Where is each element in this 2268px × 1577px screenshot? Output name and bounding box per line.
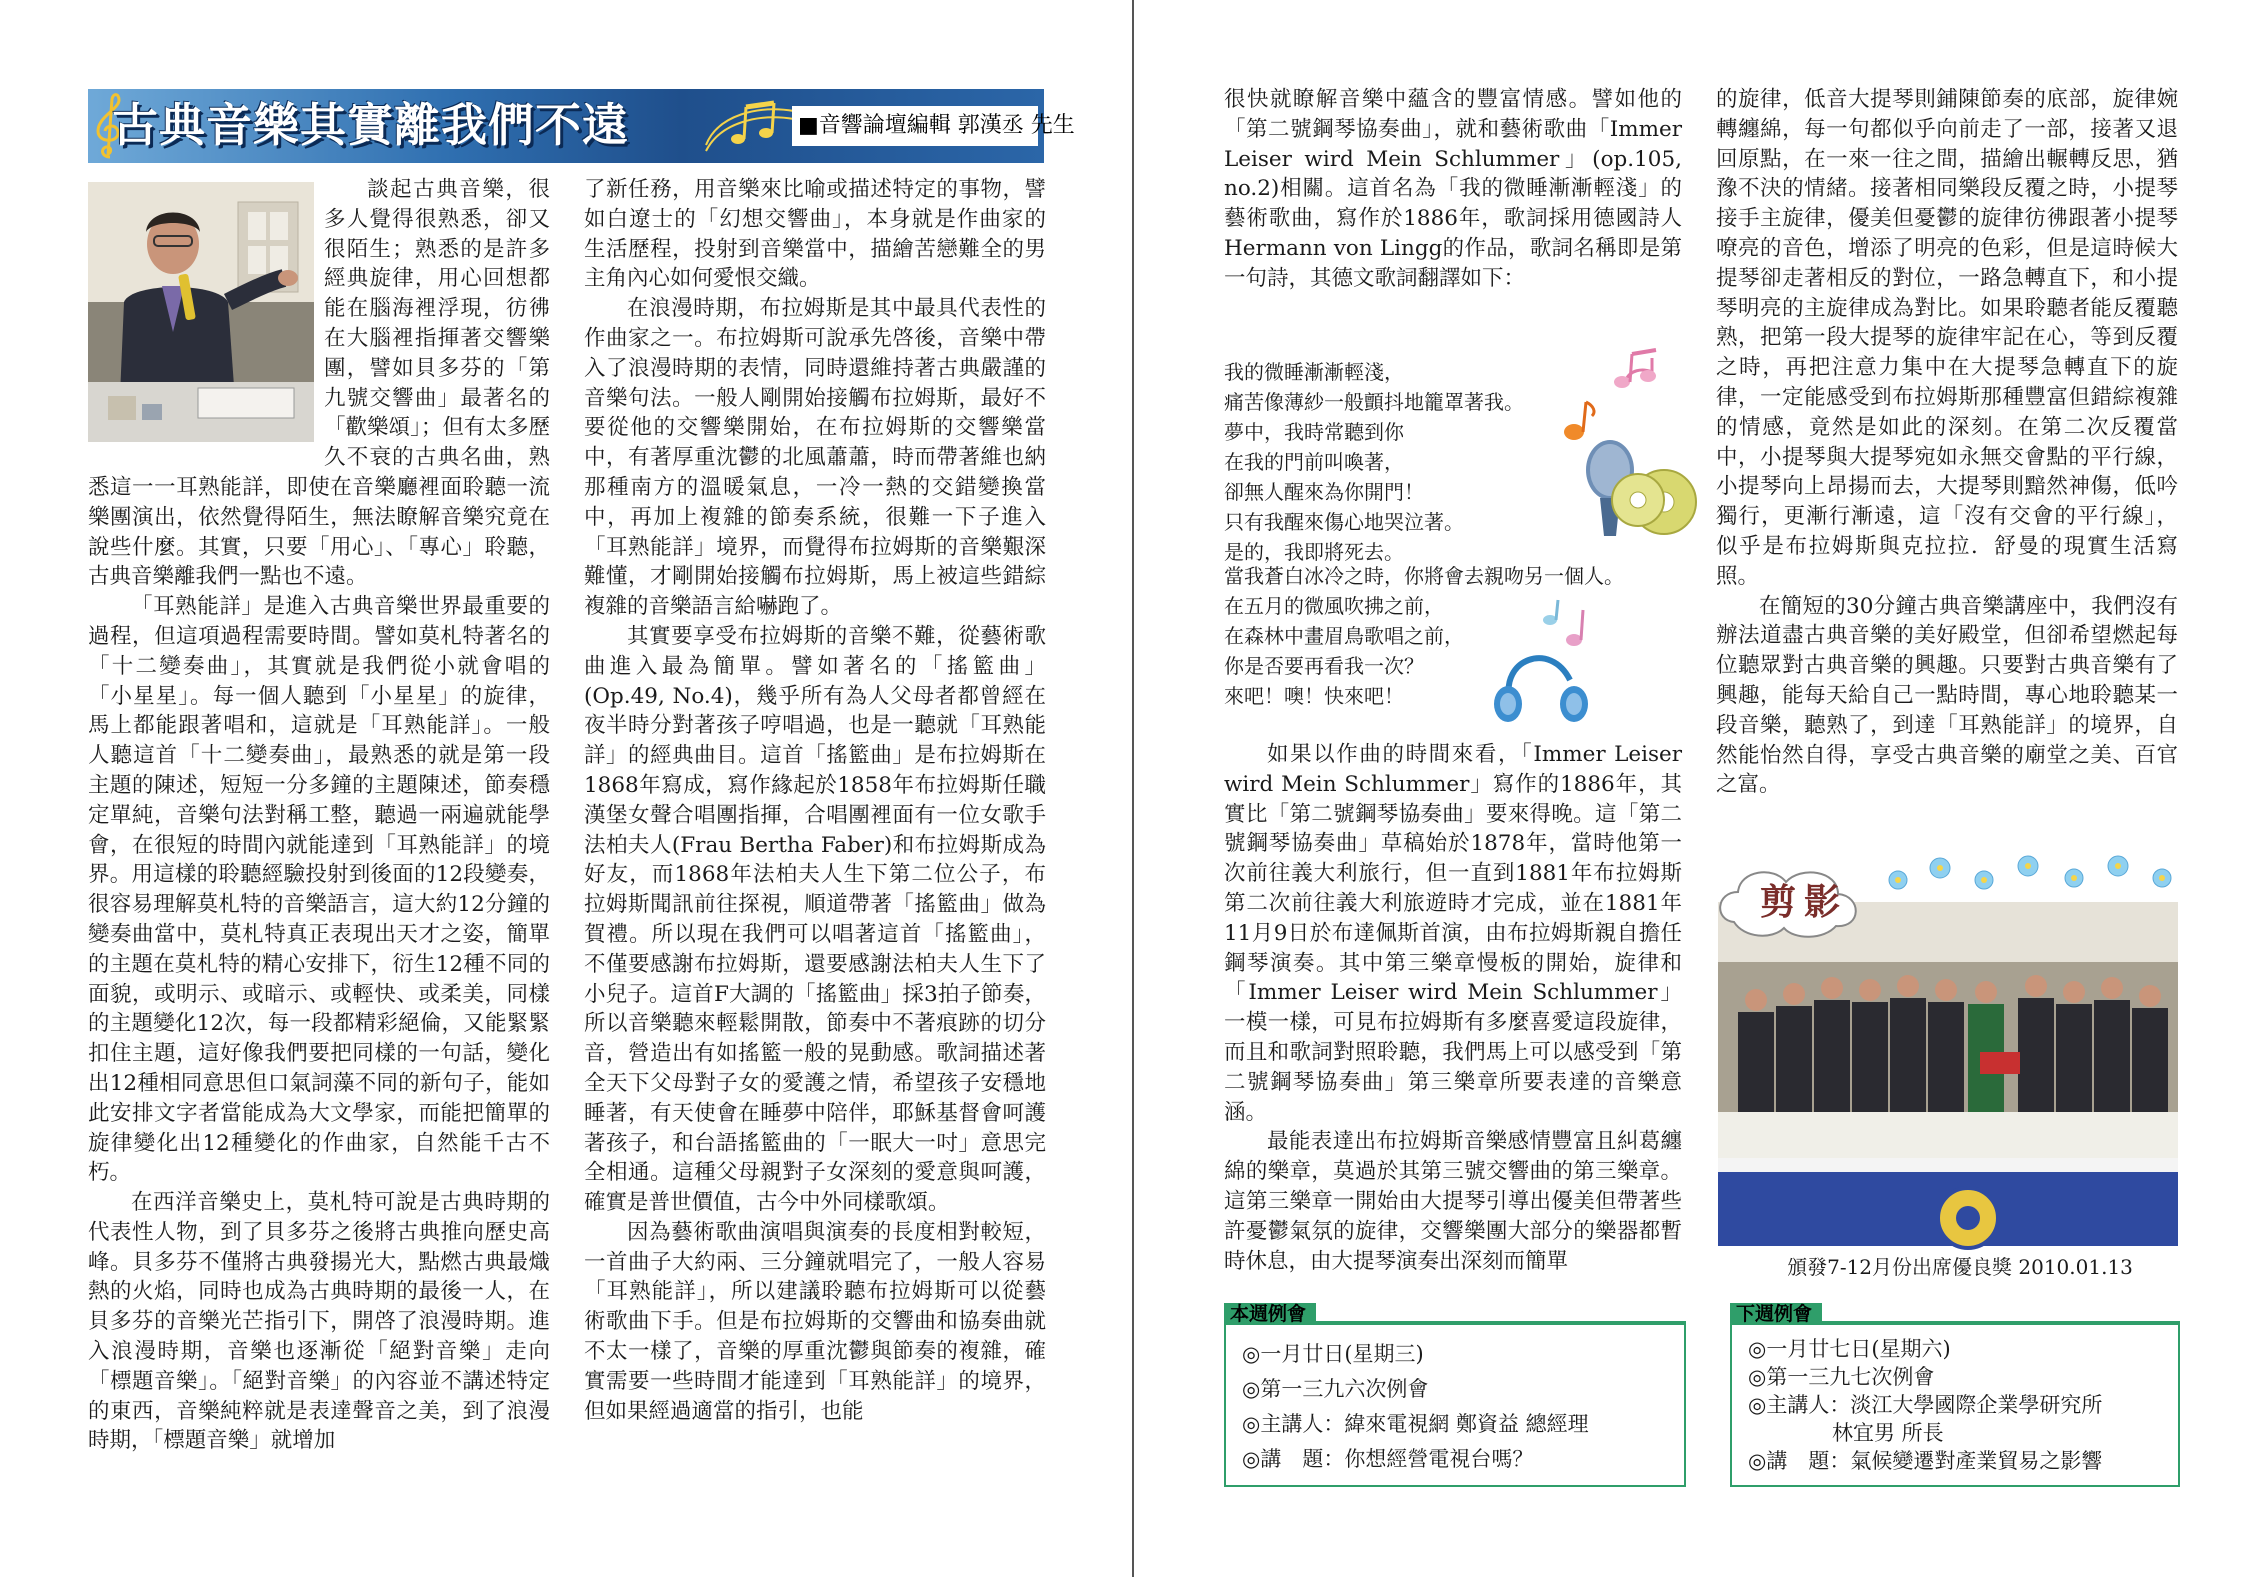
paragraph: 因為藝術歌曲演唱與演奏的長度相對較短，一首曲子大約兩、三分鐘就唱完了，一般人容易「耳熟能詳」，所以建議聆聽布拉姆斯可以從藝術歌曲下手。但是布拉姆斯的交響曲和協奏曲就不太一樣了，音樂的厚重沈鬱與節奏的複雜，確實需要一些時間才能達到「耳熟能詳」的境界，但如果經過適當的指引，也能 xyxy=(584,1219,1046,1424)
snapshot-label: 剪影 xyxy=(1759,881,1848,923)
paragraph: 很快就瞭解音樂中蘊含的豐富情感。譬如他的「第二號鋼琴協奏曲」，就和藝術歌曲「Immer Leiser wird Mein Schlummer」(op.105, no.2)相關。這首名為「我的微睡漸漸輕淺」的藝術歌曲，寫作於1886年，歌詞採用德國詩人Hermann von Lingg的作品，歌詞名稱即是第一句詩，其德文歌詞翻譯如下： xyxy=(1224,87,1682,291)
article-column-2 xyxy=(584,175,1046,1513)
paragraph: 的旋律，低音大提琴則鋪陳節奏的底部，旋律婉轉纏綿，每一句都似乎向前走了一部，接著又退回原點，在一來一往之間，描繪出輾轉反思，猶豫不決的情緒。接著相同樂段反覆之時，小提琴接手主旋律，優美但憂鬱的旋律彷彿跟著小提琴嘹亮的音色，增添了明亮的色彩，但是這時候大提琴卻走著相反的對位，一路急轉直下，和小提琴明亮的主旋律成為對比。如果聆聽者能反覆聽熟，把第一段大提琴的旋律牢記在心，等到反覆之時，再把注意力集中在大提琴急轉直下的旋律，一定能感受到布拉姆斯那種豐富但錯綜複雜的情感，竟然是如此的深刻。在第二次反覆當中，小提琴與大提琴宛如永無交會點的平行線，小提琴向上昂揚而去，大提琴則黯然神傷，低吟獨行，更漸行漸遠，這「沒有交會的平行線」，似乎是布拉姆斯與克拉拉．舒曼的現實生活寫照。 xyxy=(1716,87,2178,589)
paragraph: 在簡短的30分鐘古典音樂講座中，我們沒有辦法道盡古典音樂的美好殿堂，但卻希望燃起每位聽眾對古典音樂的興趣。只要對古典音樂有了興趣，能每天給自己一點時間，專心地聆聽某一段音樂，聽熟了，到達「耳熟能詳」的境界，自然能怡然自得，享受古典音樂的廟堂之美、百官之富。 xyxy=(1716,593,2178,798)
paragraph: 在浪漫時期，布拉姆斯是其中最具代表性的作曲家之一。布拉姆斯可說承先啓後，音樂中帶入了浪漫時期的表情，同時還維持著古典嚴謹的音樂句法。一般人剛開始接觸布拉姆斯，最好不要從他的交響樂開始，在布拉姆斯的交響樂當中，有著厚重沈鬱的北風蕭蕭，時而帶著維也納那種南方的溫暖氣息，一冷一熱的交錯變換當中，再加上複雜的節奏系統，很難一下子進入「耳熟能詳」境界，而覺得布拉姆斯的音樂艱深難懂，才剛開始接觸布拉姆斯，馬上被這些錯綜複雜的音樂語言給嚇跑了。 xyxy=(584,296,1046,620)
paragraph: 在西洋音樂史上，莫札特可說是古典時期的代表性人物，到了貝多芬之後將古典推向歷史高峰。貝多芬不僅將古典發揚光大，點燃古典最熾熱的火焰，同時也成為古典時期的最後一人，在貝多芬的音樂光芒指引下，開啓了浪漫時期。進入浪漫時期，音樂也逐漸從「絕對音樂」走向「標題音樂」。「絕對音樂」的內容並不講述特定的東西，音樂純粹就是表達聲音之美，到了浪漫時期，「標題音樂」就增加 xyxy=(88,1190,550,1454)
poem-line: 你是否要再看我一次？ xyxy=(1224,654,1424,678)
poem-line: 在五月的微風吹拂之前， xyxy=(1224,594,1444,618)
paragraph: 最能表達出布拉姆斯音樂感情豐富且糾葛纏綿的樂章，莫過於其第三號交響曲的第三樂章。這第三樂章一開始由大提琴引導出優美但帶著些許憂鬱氣氛的旋律，交響樂團大部分的樂器都暫時休息，由大提琴演奏出深刻而簡單 xyxy=(1224,1129,1682,1274)
article-column-1 xyxy=(88,175,550,1513)
paragraph: 了新任務，用音樂來比喻或描述特定的事物，譬如白遼士的「幻想交響曲」，本身就是作曲家的生活歷程，投射到音樂當中，描繪苦戀難全的男主角內心如何愛恨交織。 xyxy=(584,177,1046,292)
poem-line: 在我的門前叫喚著， xyxy=(1224,450,1404,474)
poem-line: 是的，我即將死去。 xyxy=(1224,540,1404,564)
flowers-decoration-icon xyxy=(1878,852,2178,898)
article-column-4 xyxy=(1716,85,2178,805)
poem-line: 當我蒼白冰冷之時，你將會去親吻另一個人。 xyxy=(1224,564,1624,588)
article-banner xyxy=(88,89,1075,163)
meeting-item: ◎講 題：你想經營電視台嗎？ xyxy=(1242,1447,1534,1471)
headphones-icon xyxy=(1490,600,1590,730)
meeting-item: ◎講 題：氣候變遷對產業貿易之影響 xyxy=(1748,1449,2103,1473)
award-group-photo xyxy=(1718,902,2178,1246)
poem-stanza-2 xyxy=(1224,561,1674,711)
article-byline: ■音響論壇編輯 郭漢丞 先生 xyxy=(792,106,1038,146)
paragraph: 其實要享受布拉姆斯的音樂不難，從藝術歌曲進入最為簡單。譬如著名的「搖籃曲」(Op.49, No.4)，幾乎所有為人父母者都曾經在夜半時分對著孩子哼唱過，也是一聽就「耳熟能詳」的經典曲目。這首「搖籃曲」是布拉姆斯在1868年寫成，寫作緣起於1858年布拉姆斯任職漢堡女聲合唱團指揮，合唱團裡面有一位女歌手法柏夫人(Frau Bertha Faber)和布拉姆斯成為好友，而1868年法柏夫人生下第二位公子，布拉姆斯聞訊前往探視，順道帶著「搖籃曲」做為賀禮。所以現在我們可以唱著這首「搖籃曲」，不僅要感謝布拉姆斯，還要感謝法柏夫人生下了小兒子。這首F大調的「搖籃曲」採3拍子節奏，所以音樂聽來輕鬆開散，節奏中不著痕跡的切分音，營造出有如搖籃一般的晃動感。歌詞描述著全天下父母對子女的愛護之情，希望孩子安穩地睡著，有天使會在睡夢中陪伴，耶穌基督會呵護著孩子，和台語搖籃曲的「一眠大一吋」意思完全相通。這種父母親對子女深刻的愛意與呵護，確實是普世價值，古今中外同樣歌頌。 xyxy=(584,623,1046,1216)
meeting-item: ◎第一三九六次例會 xyxy=(1242,1377,1429,1401)
meeting-item: 林宜男 所長 xyxy=(1748,1421,1944,1445)
meeting-item: ◎一月廿日(星期三) xyxy=(1242,1342,1424,1366)
next-week-tag: 下週例會 xyxy=(1730,1303,1822,1325)
photo-caption: 頒發7-12月份出席優良獎 2010.01.13 xyxy=(1787,1255,2133,1279)
microphone-cd-icon xyxy=(1560,350,1700,540)
paragraph: 談起古典音樂，很多人覺得很熟悉，卻又很陌生；熟悉的是許多經典旋律，用心回想都能在腦海裡浮現，彷彿在大腦裡指揮著交響樂團，譬如貝多芬的「第九號交響曲」最著名的「歡樂頌」；但有太多歷久不衰的古典名曲，熟悉這一一耳熟能詳，即使在音樂廳裡面聆聽一流樂團演出，依然覺得陌生，無法瞭解音樂究竟在說些什麼。其實，只要「用心」、「專心」聆聽，古典音樂離我們一點也不遠。 xyxy=(88,177,550,590)
meeting-item: ◎第一三九七次例會 xyxy=(1748,1365,1935,1389)
article-column-3-bottom xyxy=(1224,740,1682,1274)
poem-line: 我的微睡漸漸輕淺， xyxy=(1224,360,1404,384)
poem-line: 夢中，我時常聽到你 xyxy=(1224,420,1404,444)
poem-line: 在森林中畫眉鳥歌唱之前， xyxy=(1224,624,1464,648)
poem-line: 痛苦像薄紗一般顫抖地籠罩著我。 xyxy=(1224,390,1524,414)
poem-line: 卻無人醒來為你開門！ xyxy=(1224,480,1424,504)
this-week-meeting-box xyxy=(1224,1303,1686,1487)
poem-line: 只有我醒來傷心地哭泣著。 xyxy=(1224,510,1464,534)
meeting-item: ◎主講人：緯來電視網 鄭資益 總經理 xyxy=(1242,1412,1589,1436)
paragraph: 如果以作曲的時間來看，「Immer Leiser wird Mein Schlummer」寫作的1886年，其實比「第二號鋼琴協奏曲」要來得晚。這「第二號鋼琴協奏曲」草稿始於1878年，當時他第一次前往義大利旅行，但一直到1881年布拉姆斯第二次前往義大利旅遊時才完成，並在1881年11月9日於布達佩斯首演，由布拉姆斯親自擔任鋼琴演奏。其中第三樂章慢板的開始，旋律和「Immer Leiser wird Mein Schlummer」一模一樣，可見布拉姆斯有多麼喜愛這段旋律，而且和歌詞對照聆聽，我們馬上可以感受到「第二號鋼琴協奏曲」第三樂章所要表達的音樂意涵。 xyxy=(1224,742,1682,1125)
poem-line: 來吧！噢！快來吧！ xyxy=(1224,684,1404,708)
this-week-tag: 本週例會 xyxy=(1224,1303,1316,1325)
music-notes-icon xyxy=(698,95,798,157)
next-week-meeting-box xyxy=(1730,1303,2180,1487)
article-column-3-top xyxy=(1224,85,1682,337)
article-title: 古典音樂其實離我們不遠 xyxy=(112,98,629,152)
meeting-item: ◎主講人：淡江大學國際企業學研究所 xyxy=(1748,1393,2103,1417)
meeting-item: ◎一月廿七日(星期六) xyxy=(1748,1337,1951,1361)
paragraph: 「耳熟能詳」是進入古典音樂世界最重要的過程，但這項過程需要時間。譬如莫札特著名的「十二變奏曲」，其實就是我們從小就會唱的「小星星」。每一個人聽到「小星星」的旋律，馬上都能跟著唱和，這就是「耳熟能詳」。一般人聽這首「十二變奏曲」，最熟悉的就是第一段主題的陳述，短短一分多鐘的主題陳述，節奏穩定單純，音樂句法對稱工整，聽過一兩遍就能學會，在很短的時間內就能達到「耳熟能詳」的境界。用這樣的聆聽經驗投射到後面的12段變奏，很容易理解莫札特的音樂語言，這大約12分鐘的變奏曲當中，莫札特真正表現出天才之姿，簡單的主題在莫札特的精心安排下，衍生12種不同的面貌，或明示、或暗示、或輕快、或柔美，同樣的主題變化12次，每一段都精彩絕倫，又能緊緊扣住主題，這好像我們要把同樣的一句話，變化出12種相同意思但口氣詞藻不同的新句子，能如此安排文字者當能成為大文學家，而能把簡單的旋律變化出12種變化的作曲家，自然能千古不朽。 xyxy=(88,594,550,1186)
